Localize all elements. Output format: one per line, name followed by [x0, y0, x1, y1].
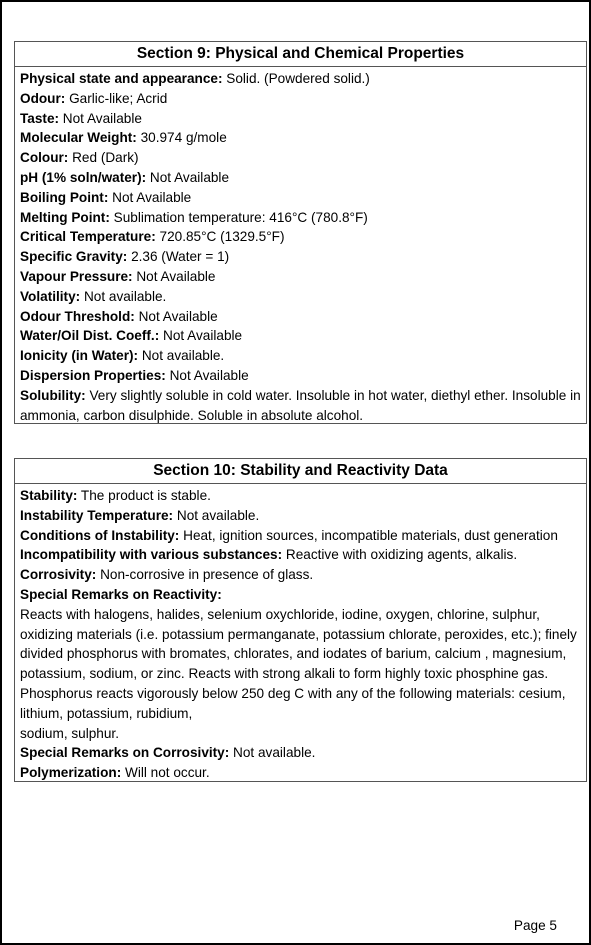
- property-label: Molecular Weight:: [20, 130, 137, 146]
- stability-row: [20, 486, 581, 506]
- property-label: Physical state and appearance:: [20, 71, 223, 86]
- property-label: Specific Gravity:: [20, 249, 128, 265]
- property-label: pH (1% soln/water):: [20, 169, 147, 185]
- section-10: [14, 458, 587, 782]
- corrosivity-label: Corrosivity:: [20, 567, 97, 583]
- remarks-corrosivity-row: [20, 743, 581, 763]
- property-label: Water/Oil Dist. Coeff.:: [20, 328, 160, 344]
- corrosivity-row: [20, 565, 581, 585]
- property-row: [20, 287, 581, 307]
- property-value: Not Available: [159, 328, 243, 344]
- remarks-reactivity-heading: [20, 585, 581, 605]
- incompatibility-row: [20, 545, 581, 565]
- section-9: [14, 41, 587, 424]
- polymerization-value: Will not occur.: [121, 765, 210, 781]
- property-row: [20, 109, 581, 129]
- property-row: [20, 267, 581, 287]
- property-value: Garlic-like; Acrid: [65, 90, 168, 106]
- property-row: [20, 346, 581, 366]
- property-value: Not Available: [146, 169, 230, 185]
- property-value: Solid. (Powdered solid.): [222, 71, 370, 86]
- polymerization-label: Polymerization:: [20, 765, 122, 781]
- property-row: [20, 89, 581, 109]
- property-row: [20, 128, 581, 148]
- property-label: Odour:: [20, 90, 66, 106]
- remarks-corrosivity-label: Special Remarks on Corrosivity:: [20, 745, 230, 761]
- property-row: [20, 326, 581, 346]
- property-value: Very slightly soluble in cold water. Insoluble in hot water, diethyl ether. Insoluble in ammonia, carbon disulphide. Soluble in absolute alcohol.: [20, 387, 581, 423]
- property-label: Odour Threshold:: [20, 308, 135, 324]
- stability-value: The product is stable.: [77, 488, 211, 503]
- property-row: [20, 168, 581, 188]
- property-row: [20, 69, 581, 89]
- property-label: Volatility:: [20, 288, 81, 304]
- property-label: Ionicity (in Water):: [20, 348, 139, 364]
- section-9-rows: [15, 67, 586, 425]
- property-value: Not available.: [80, 288, 167, 304]
- property-value: Red (Dark): [68, 150, 139, 166]
- incompatibility-label: Incompatibility with various substances:: [20, 547, 283, 563]
- property-value: 2.36 (Water = 1): [127, 249, 230, 265]
- property-value: Sublimation temperature: 416°C (780.8°F): [109, 209, 368, 225]
- instability-temp-label: Instability Temperature:: [20, 507, 174, 523]
- incompatibility-value: Reactive with oxidizing agents, alkalis.: [282, 547, 518, 563]
- conditions-value: Heat, ignition sources, incompatible materials, dust generation: [179, 527, 558, 543]
- property-label: Taste:: [20, 110, 60, 126]
- property-row: [20, 247, 581, 267]
- property-value: Not available.: [138, 348, 225, 364]
- conditions-row: [20, 526, 581, 546]
- page-number: Page 5: [513, 918, 557, 933]
- corrosivity-value: Non-corrosive in presence of glass.: [96, 567, 314, 583]
- property-value: 720.85°C (1329.5°F): [155, 229, 285, 245]
- section-10-rows: [15, 484, 586, 783]
- remarks-reactivity-tail: sodium, sulphur.: [20, 725, 119, 741]
- remarks-corrosivity-value: Not available.: [229, 745, 316, 761]
- instability-temp-value: Not available.: [173, 507, 260, 523]
- property-value: Not Available: [59, 110, 142, 126]
- instability-temp-row: [20, 506, 581, 526]
- property-value: 30.974 g/mole: [136, 130, 227, 146]
- property-row-solubility: [20, 386, 581, 426]
- property-label: Vapour Pressure:: [20, 268, 133, 284]
- property-row: [20, 148, 581, 168]
- property-value: Not Available: [134, 308, 218, 324]
- property-label: Critical Temperature:: [20, 229, 156, 245]
- property-row: [20, 208, 581, 228]
- conditions-label: Conditions of Instability:: [20, 527, 180, 543]
- property-row: [20, 366, 581, 386]
- stability-label: Stability:: [20, 488, 78, 503]
- property-label: Dispersion Properties:: [20, 367, 166, 383]
- remarks-reactivity-text: Reacts with halogens, halides, selenium oxychloride, iodine, oxygen, chlorine, sulphur, oxidizing materials (i.e. potassium permanganate, potassium chlorate, peroxides, etc.); finely divided phosphorus with bromates, chlorates, and iodates of barium, calcium , magnesium, potassium, sodium, or zinc. Reacts with strong alkali to form highly toxic phosphine gas. Phosphorus reacts vigorously below 250 deg C with any of the following materials: cesium, lithium, potassium, rubidium,: [20, 606, 577, 721]
- property-label: Colour:: [20, 150, 69, 166]
- property-value: Not Available: [165, 367, 249, 383]
- property-label: Solubility:: [20, 387, 86, 403]
- polymerization-row: [20, 763, 581, 783]
- property-value: Not Available: [108, 189, 192, 205]
- section-9-title: Section 9: Physical and Chemical Properties: [15, 42, 586, 67]
- property-label: Boiling Point:: [20, 189, 109, 205]
- property-value: Not Available: [132, 268, 216, 284]
- remarks-reactivity-label: Special Remarks on Reactivity:: [20, 586, 222, 602]
- section-10-title: Section 10: Stability and Reactivity Data: [15, 459, 586, 484]
- property-label: Melting Point:: [20, 209, 110, 225]
- property-row: [20, 188, 581, 208]
- property-row: [20, 307, 581, 327]
- property-row: [20, 227, 581, 247]
